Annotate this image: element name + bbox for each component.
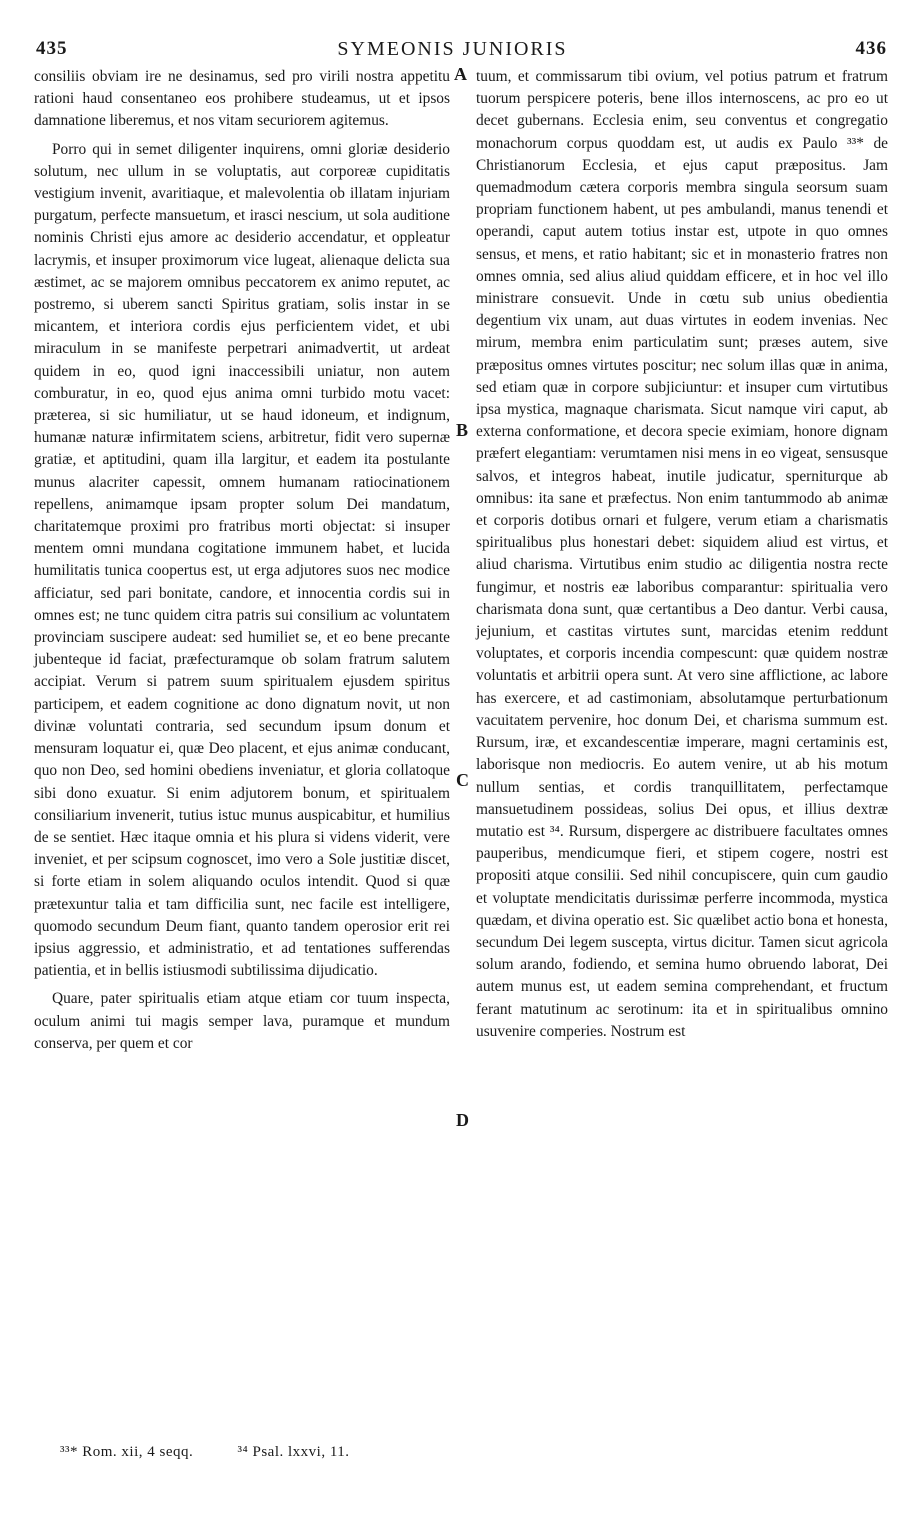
left-paragraph-2: Porro qui in semet diligenter inquirens, omni gloriæ desiderio solutum, nec ullum in se voluptatis, aut corporeæ cupiditatis vestigium invenit, avaritiaque, et malevolentia ob illatam injuriam purgatum, perfecte mansuetum, et irasci nescium, ut sola auditione nominis Christi ejus amore ac desiderio accendatur, et oppleatur lacrymis, et insuper proximorum vice lugeat, alienaque delicta sua æstimet, ac se majorem omnibus peccatorem ex animo reputet, ac postremo, si uberem sancti Spiritus gratiam, solis instar in se micantem, et interiora cordis ejus perficientem videt, et ubi miraculum in se manifeste perpetrari animadvertit, ut ardeat quidem in eo, quod igni inaccessibili uniatur, non autem comburatur, in eo, quod ejus anima omni turbido motu vacet: præterea, si sic humiliatur, ut se haud idoneum, et indignum, humanæ naturæ infirmitatem sciens, arbitretur, fidit vero supernæ gratiæ, et aptitudini, quam illa largitur, et eadem ita postulante munus alacriter capessit, omnem humanam ratiocinationem repellens, animamque ipsam propter solum Dei mandatum, charitatemque proximi pro fratribus morti objectat: si insuper mentem omni mundana cogitatione immunem habet, et lucida humilitatis tunica coopertus est, ut erga adjutores suos nec modice afficiatur, sed pari bonitate, candore, et innocentia cordis sui in omnes est; ne tunc quidem citra patris sui consilium ac voluntatem provinciam suscipere audeat: sed humiliet se, et eo bene precante jubenteque id faciat, præfecturamque ob solam fratrum salutem accipiat. Verum si patrem suum spiritualem ejusdem spiritus participem, et eadem cognitione ac dono dignatum novit, ut non divinæ voluntati contraria, sed secundum ipsum donum et mensuram loquatur ei, quæ Deo placent, et ejus animæ conducant, quo non Deo, sed homini obediens inveniatur, et gloria collatoque sibi dono exuatur. Si enim adjutorem bonum, et spiritualem consiliarium invenerit, tutius istuc munus auspicabitur, et humilius de se sentiet. Hæc itaque omnia et his plura si videns viderit, vere inveniet, et per scipsum cognoscet, imo vero a Sole justitiæ discet, si forte etiam in solem aliquando oculos intendit. Quod si quæ prætexuntur talia et tam difficilia sunt, nec facile est intelligere, quomodo secundum Deum fiant, quanto tandem operosior erit rei ipsius aggressio, et administratio, et ad tentationes sufferendas patientia, et in bellis istiusmodi subtilissima dijudicatio. (34, 140, 450, 980)
footnote-33: ³³* Rom. xii, 4 seqq. (60, 1444, 194, 1460)
margin-marker-b: B (456, 420, 469, 440)
page-number-left: 435 (36, 38, 68, 59)
right-paragraph-1: tuum, et commissarum tibi ovium, vel potius patrum et fratrum tuorum perspicere poteris, bene illos internoscens, ac pro eo ut decet gubernans. Ecclesia enim, seu conventus et congregatio monachorum corpus quoddam est, ut audis ex Paulo ³³* de Christianorum Ecclesia, et ejus caput præpositus. Jam quemadmodum cætera corporis membra singula seorsum suam propriam functionem habent, ut pes ambulandi, manus tenendi et operandi, caput autem totius instar est, utpote in quo omnes sensus, et mens, et ratio habitant; sic et in monasterio fratres non omnes omnia, sed alius aliud quiddam efficere, et in hoc vel illo ministrare consuevit. Unde in cœtu sub unius obedientia degentium vix unam, aut duas virtutes in eodem invenias. Nec mirum, membra enim particulatim sunt; præses autem, sive præpositus omnes virtutes poscitur; nec solum illas quæ in anima, sed etiam quæ in corpore subjiciuntur: et insuper cum virtutibus ipsa mystica, magnaque charismata. Sicut namque viri caput, ab externa conformatione, et decora specie eximiam, honore dignam præfert elegantiam: verumtamen nisi mens in eo vigeat, sensusque salvos, et integros habeat, inutile judicatur, sperniturque ab omnibus: ita sane et præfectus. Non enim tantummodo ab animæ et corporis dotibus ornari et fulgere, verum etiam a charismatis spiritualibus plus honestari debet: siquidem aliud est virtus, et aliud charisma. Virtutibus enim studio ac diligentia nostra recte fungimur, et nostris eæ laboribus comparantur: spiritualia vero charismata dona sunt, quæ certantibus a Deo dantur. Verbi causa, jejunium, et castitas virtutes sunt, marcidas etenim reddunt voluptates, et corporis incendia compescunt: quæ quidem nostræ voluntatis et arbitrii opera sunt. At vero sine afflictione, ac labore has exercere, et ad castimoniam, absolutamque perturbationum vacuitatem pervenire, hoc donum Dei, et charisma summum est. Rursum, iræ, et excandescentiæ imperare, magni certaminis est, laborisque non mediocris. Eo autem venire, ut ab his motum nullum sentias, et cordis tranquillitatem, perfectamque mansuetudinem possideas, solius Dei opus, et illius dextræ mutatio est ³⁴. Rursum, dispergere ac distribuere facultates omnes pauperibus, mendicumque fieri, et stipem cogere, nostri est propositi atque consilii. Sed nihil concupiscere, quin cum gaudio et voluptate mendicitatis durissimæ perferre incommoda, mystica quædam, et divina operatio est. Sic quælibet actio bona et honesta, secundum Dei legem suscepta, virtus dicitur. Tamen sicut agricola solum arando, fodiendo, et semina humo obruendo laborat, Dei autem munus est, ut eadem semina comprehendant, et fructum ferant matutinum ac serotinum: ita et in spiritualibus omnino usuvenire comperies. Nostrum est (476, 68, 888, 1040)
left-paragraph-1: consiliis obviam ire ne desinamus, sed pro virili nostra appetitu rationi haud consentaneo eos prohibere studeamus, ut et ipsos damnatione liberemus, et nos vitam securiorem agitemus. (34, 68, 450, 130)
margin-marker-c: C (456, 770, 469, 790)
page-number-right: 436 (855, 38, 887, 59)
left-column (34, 66, 450, 1055)
running-title: SYMEONIS JUNIORIS (337, 38, 568, 60)
margin-marker-d: D (456, 1110, 469, 1130)
right-column (476, 66, 888, 1043)
footnote-34: ³⁴ Psal. lxxvi, 11. (237, 1444, 350, 1460)
footnotes (60, 1444, 390, 1461)
page-header (0, 38, 905, 62)
margin-marker-a: A (454, 64, 467, 84)
left-paragraph-3: Quare, pater spiritualis etiam atque etiam cor tuum inspecta, oculum animi tui magis semper lava, puramque et mundum conserva, per quem et cor (34, 990, 450, 1052)
